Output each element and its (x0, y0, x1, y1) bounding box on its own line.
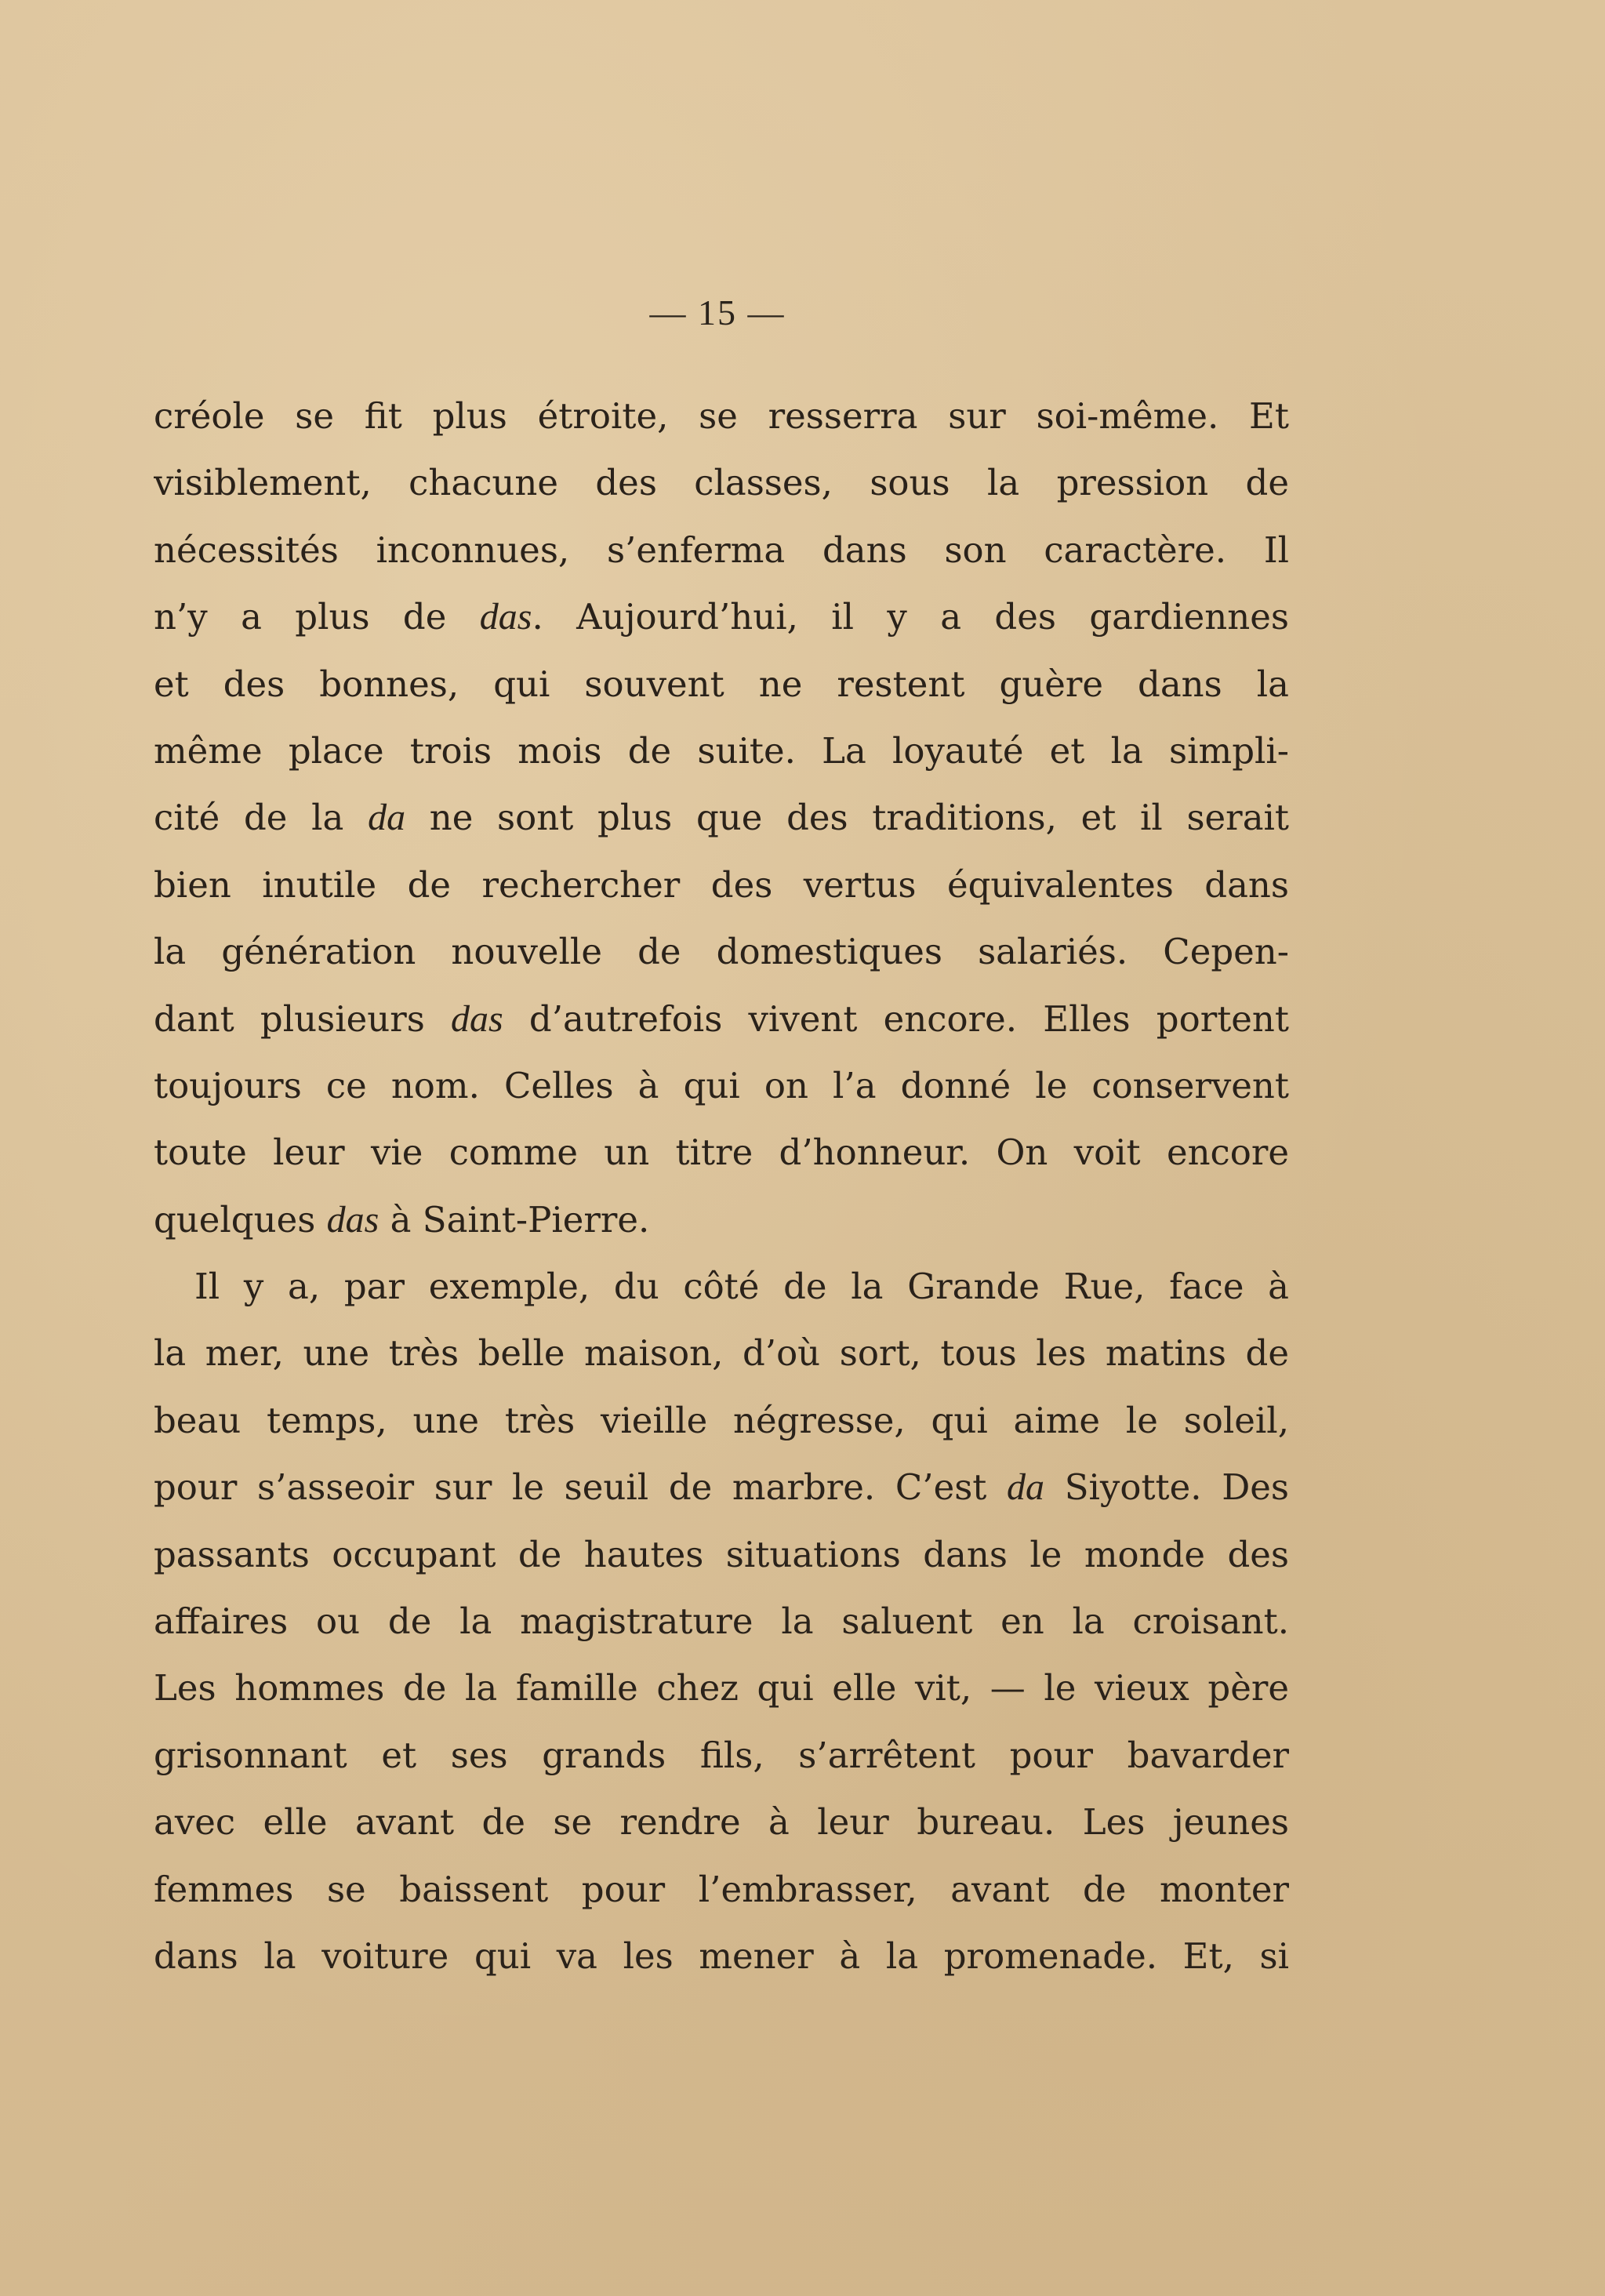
text-segment: bien inutile de rechercher des vertus équivalentes dans (154, 863, 1289, 906)
page-number: — 15 — (649, 292, 786, 332)
text-segment: avec elle avant de se rendre à leur bureau. Les jeunes (154, 1801, 1289, 1844)
line-content (154, 663, 1289, 705)
text-segment: visiblement, chacune des classes, sous la pression de (154, 462, 1289, 504)
text-segment: . Aujourd’hui, il y a des gardiennes (532, 596, 1289, 638)
line-content (154, 1132, 1289, 1173)
text-segment: affaires ou de la magistrature la saluent en la croisant. (154, 1600, 1289, 1643)
text-line (154, 1655, 1289, 1721)
text-line (154, 383, 1289, 449)
text-segment: toujours ce nom. Celles à qui on l’a donné le conservent (154, 1064, 1289, 1106)
line-content (154, 1667, 1289, 1709)
line-content (154, 1869, 1289, 1910)
text-line (154, 583, 1289, 650)
text-segment: dans la voiture qui va les mener à la promenade. Et, si (154, 1935, 1289, 1977)
line-content (154, 462, 1289, 503)
line-content (154, 797, 1289, 838)
text-segment: cité de la (154, 797, 369, 839)
line-content (154, 931, 1289, 972)
text-segment: et des bonnes, qui souvent ne restent guère dans la (154, 663, 1289, 705)
line-content (154, 864, 1289, 906)
text-segment: nécessités inconnues, s’enferma dans son caractère. Il (154, 529, 1289, 571)
italic-word: das (326, 1198, 379, 1241)
text-line (154, 784, 1289, 851)
text-segment: beau temps, une très vieille négresse, qui aime le soleil, (154, 1399, 1289, 1441)
line-content (154, 1600, 1289, 1642)
line-content (154, 730, 1289, 772)
italic-word: da (368, 797, 406, 839)
text-line (154, 718, 1289, 784)
text-segment: Il y a, par exemple, du côté de la Grande Rue, face à (194, 1266, 1289, 1308)
text-line (154, 1923, 1289, 1989)
line-content (154, 596, 1289, 638)
text-line (154, 1119, 1289, 1186)
line-content (154, 1801, 1289, 1843)
text-line (154, 1856, 1289, 1923)
text-segment: n’y a plus de (154, 596, 480, 638)
text-segment: ne sont plus que des traditions, et il serait (405, 797, 1289, 839)
text-segment: créole se fit plus étroite, se resserra sur soi-même. Et (154, 395, 1289, 437)
line-content (154, 1534, 1289, 1575)
text-line (154, 1253, 1289, 1320)
text-segment: quelques (154, 1198, 327, 1241)
line-content (154, 1065, 1289, 1106)
line-content (154, 529, 1289, 571)
text-line (154, 1186, 1289, 1253)
text-line (154, 918, 1289, 985)
text-segment: d’autrefois vivent encore. Elles portent (503, 997, 1289, 1040)
text-line (154, 1722, 1289, 1789)
line-content (154, 1400, 1289, 1441)
text-segment: dant plusieurs (154, 997, 452, 1040)
text-line (154, 517, 1289, 583)
text-line (154, 1052, 1289, 1119)
line-content (154, 1332, 1289, 1374)
italic-word: das (479, 596, 532, 638)
text-segment: passants occupant de hautes situations dans le monde des (154, 1533, 1289, 1575)
text-segment: toute leur vie comme un titre d’honneur. On voit encore (154, 1132, 1289, 1174)
line-content (154, 1466, 1289, 1508)
italic-word: da (1007, 1466, 1045, 1509)
text-segment: la génération nouvelle de domestiques salariés. Cepen- (154, 931, 1289, 973)
text-line (154, 1588, 1289, 1655)
text-segment: la mer, une très belle maison, d’où sort, tous les matins de (154, 1332, 1289, 1375)
text-line (154, 852, 1289, 918)
text-segment: grisonnant et ses grands fils, s’arrêtent pour bavarder (154, 1734, 1289, 1776)
text-line (154, 651, 1289, 718)
line-content (154, 1735, 1289, 1776)
text-segment: à Saint-Pierre. (379, 1198, 650, 1241)
text-line (154, 1521, 1289, 1588)
text-line (154, 986, 1289, 1052)
line-content (154, 1935, 1289, 1977)
line-content (154, 395, 1289, 437)
text-line (154, 1789, 1289, 1855)
text-segment: même place trois mois de suite. La loyauté et la simpli- (154, 729, 1289, 772)
body-text (154, 383, 1289, 1989)
line-content (154, 998, 1289, 1040)
line-content (154, 1199, 649, 1241)
text-segment: femmes se baissent pour l’embrasser, avant de monter (154, 1868, 1289, 1910)
text-line (154, 1454, 1289, 1520)
text-segment: pour s’asseoir sur le seuil de marbre. C’est (154, 1466, 1008, 1509)
text-line (154, 449, 1289, 516)
text-line (154, 1387, 1289, 1454)
line-content (194, 1266, 1289, 1307)
text-segment: Siyotte. Des (1044, 1466, 1289, 1509)
text-line (154, 1320, 1289, 1386)
italic-word: das (451, 997, 503, 1040)
text-segment: Les hommes de la famille chez qui elle vit, — le vieux père (154, 1667, 1289, 1709)
